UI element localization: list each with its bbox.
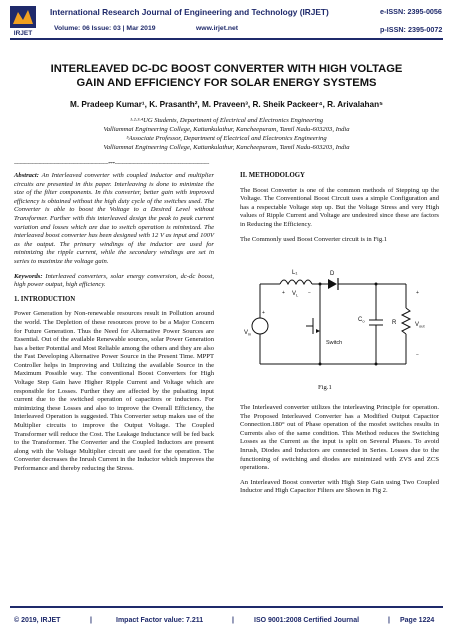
methodology-paragraph-3: The Interleaved converter utilizes the interleaving Principle for operation. The Proposed Interleaved Converter has a Modified Output Capacitor Connection.180° out of Phase operation of the mosfet switches results in Currents also of the same condition. This Method reduces the Switching Losses as the Current as the input is split on Several Phases. To avoid Inrush, Diodes and Inductors are connected in Series. Losses due to the functioning of switching and diodes are minimized with ZVS and ZCS operations.: [240, 404, 439, 472]
affiliation-2: Valliammai Engineering College, Kattankulathur, Kancheepuram, Tamil Nadu-603203, India: [103, 126, 350, 133]
abstract-label: Abstract:: [14, 172, 39, 179]
svg-text:D: D: [330, 271, 335, 277]
footer-divider: |: [232, 617, 234, 624]
figure-caption: Fig.1: [318, 384, 332, 391]
left-column: [14, 172, 214, 480]
intro-text: Power Generation by Non-renewable resources result in Pollution around the world. The Depletion of these resources prove to be a Major Concern for Future Generation. Thus the Need for Alternative Power Sources are Essential. Out of the available Renewable sources, solar Power Generation has a better Potential and Most Reliable among the others and they are also the Fast Developing Alternative Power Source in the Present Time. MPPT Controller helps in Improving and Utilizing the available Source in the Maximum Possible way. The conventional Boost Converters for High Voltage Step Gain have Higher Ripple Current and Voltage which are responsible for Losses. Further they are affected by the pulsating input current due to the switched operation of capacitors or inductors. For minimizing these Losses and also to improve the Overall Efficiency, the Interleaved Operation is suggested. This Converter setup makes use of the Multiplier circuits to improve the Output Voltage. The Coupled Transformer will reduce the Cost. The Leakage Inductance will be fed back to the Transformer. The Converter and the Coupled Inductors are present along with the Voltage Multiplier circuit are used for the operation. The Converter decreases the Inrush Current in the Inductor which improves the Performance and thereby reducing the Stress.: [14, 310, 214, 472]
svg-text:IRJET: IRJET: [13, 30, 33, 36]
methodology-paragraph-1: The Boost Converter is one of the common methods of Stepping up the Voltage. The Conventional Boost Circuit uses a simple Configuration and has a respectable Voltage step up. But the Voltage Stress and very High values of Ripple Current and Voltage are undesired since these are factors in Reducing the Efficiency.: [240, 186, 439, 228]
footer-rule: [10, 606, 443, 608]
header-rule: [10, 38, 443, 40]
irjet-logo: [10, 6, 36, 36]
e-issn: e-ISSN: 2395-0056: [380, 7, 442, 16]
author-list: M. Pradeep Kumar¹, K. Prasanth², M. Praveen³, R. Sheik Packeer⁴, R. Arivalahan⁵: [70, 100, 383, 109]
svg-text:Vin: $V_{in}$: [244, 330, 252, 337]
keywords-text: Interleaved converters, solar energy conversion, dc-dc boost, high power output, high efficiency.: [14, 272, 214, 289]
journal-website[interactable]: www.irjet.net: [196, 25, 239, 32]
affiliation-3: ⁵Associate Professor, Department of Electrical and Electronics Engineering: [126, 135, 327, 142]
abstract: [14, 172, 214, 267]
right-column-top: [240, 172, 439, 250]
footer-iso: ISO 9001:2008 Certified Journal: [254, 617, 360, 624]
footer-page-number: Page 1224: [400, 617, 435, 624]
journal-name: International Research Journal of Engineering and Technology (IRJET): [50, 7, 329, 17]
boost-converter-figure: [236, 268, 436, 378]
svg-text:+: +: [416, 290, 419, 296]
svg-text:R: R: [392, 320, 397, 326]
intro-heading: 1. INTRODUCTION: [14, 295, 76, 303]
methodology-paragraph-4: An Interleaved Boost converter with High Step Gain using Two Coupled Inductor and High Capacitor Filters are Shown in Fig 2.: [240, 478, 439, 495]
svg-text:L₁: L₁: [292, 270, 298, 276]
svg-text:Co: $C_o$: [358, 317, 365, 324]
svg-text:+: +: [282, 290, 285, 296]
p-issn: p-ISSN: 2395-0072: [380, 25, 443, 34]
keywords: [14, 273, 214, 290]
volume-issue: Volume: 06 Issue: 03 | Mar 2019: [54, 25, 156, 32]
affiliation-4: Valliammai Engineering College, Kattankulathur, Kancheepuram, Tamil Nadu-603203, India: [103, 144, 350, 151]
svg-text:Switch: Switch: [326, 340, 343, 346]
footer-copyright: © 2019, IRJET: [14, 617, 61, 624]
svg-text:Vout: $V_{out}$: [415, 322, 425, 329]
svg-text:VL: $V_L$: [292, 291, 299, 298]
affiliation-1: ¹·²·³·⁴UG Students, Department of Electrical and Electronics Engineering: [129, 117, 324, 124]
footer-divider: |: [90, 617, 92, 624]
keywords-label: Keywords:: [14, 272, 43, 280]
footer-divider: |: [388, 617, 390, 624]
section-separator: ---------------------------------------------------------------------***---------------------------------------------------------------------: [14, 162, 209, 167]
footer-impact-factor: Impact Factor value: 7.211: [116, 617, 204, 624]
svg-text:−: −: [308, 290, 311, 296]
methodology-paragraph-2: The Commonly used Boost Converter circuit is in Fig.1: [240, 235, 388, 243]
abstract-text: An Interleaved converter with coupled inductor and multiplier circuits are presented in this paper. Interleaving is done to minimize the size of the filter components. In this converter, better gain with improved efficiency is obtained without the high duty cycle of the switches used. The Converter is able to boost the Voltage to a Desired Level without Transformer. Further with this interleaved design the peak to peak current variation and losses which are due to switch operation is minimized. The interleaved boost converter has been designed with 12 V as input and 100V as the output. The primary windings of the inductor are used for minimizing the ripple current, while the secondary windings are set in series to maximize the voltage gain.: [14, 172, 215, 265]
paper-title: INTERLEAVED DC-DC BOOST CONVERTER WITH HIGH VOLTAGE GAIN AND EFFICIENCY FOR SOLAR ENERGY SYSTEMS: [50, 63, 403, 89]
svg-text:−: −: [416, 352, 419, 358]
journal-header: [0, 0, 453, 44]
right-column-bottom: [240, 404, 439, 502]
svg-text:+: +: [262, 310, 265, 316]
methodology-heading: II. METHODOLOGY: [240, 172, 305, 179]
